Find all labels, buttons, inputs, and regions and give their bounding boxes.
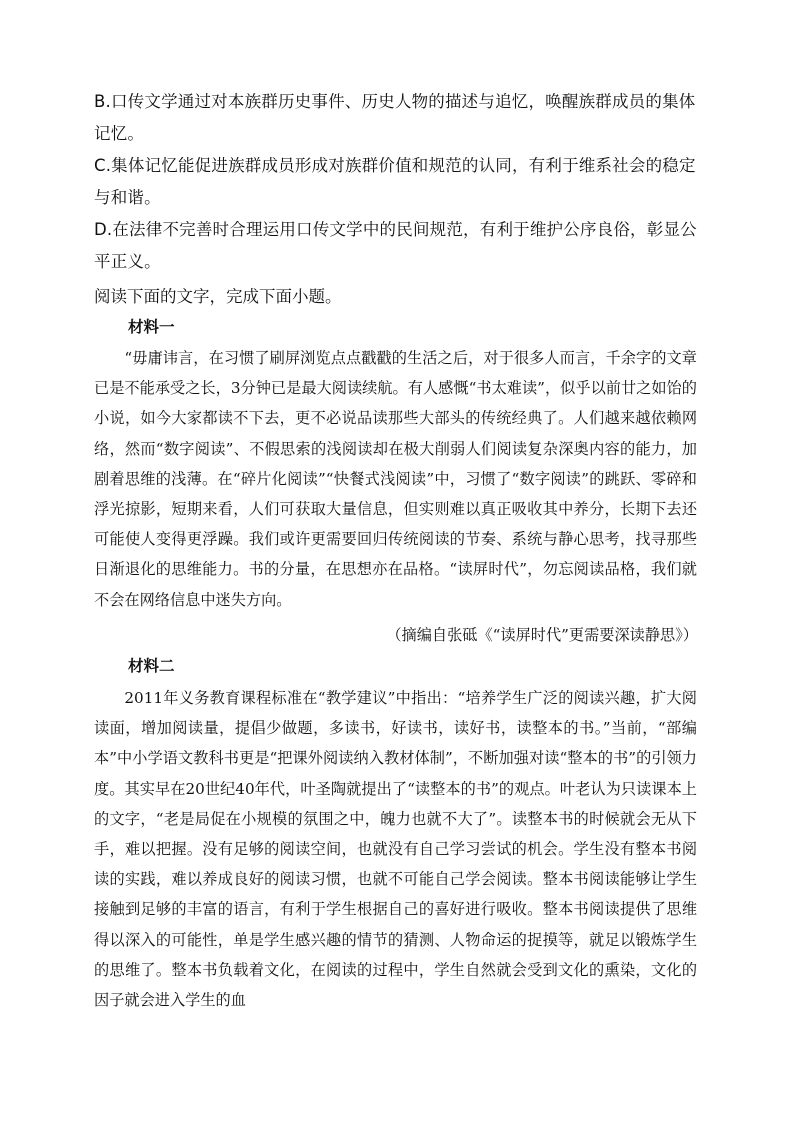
option-c: C.集体记忆能促进族群成员形成对族群价值和规范的认同，有利于维系社会的稳定与和谐。 — [94, 156, 696, 207]
reading-instruction: 阅读下面的文字，完成下面小题。 — [94, 287, 342, 306]
material-2-title: 材料二 — [128, 656, 175, 675]
material-2-paragraph: 2011年义务教育课程标准在“教学建议”中指出：“培养学生广泛的阅读兴趣，扩大阅读面，增加阅读量，提倡少做题，多读书，好读书，读好书，读整本的书。”当前，“部编本”中小学语文教科书更是“把课外阅读纳入教材体制”，不断加强对读“整本的书”的引领力度。其实早在20世纪40年代，叶圣陶就提出了“读整本的书”的观点。叶老认为只读课本上的文字，“老是局促在小规模的氛围之中，魄力也就不大了”。读整本书的时候就会无从下手，难以把握。没有足够的阅读空间，也就没有自己学习尝试的机会。学生没有整本书阅读的实践，难以养成良好的阅读习惯，也就不可能自己学会阅读。整本书阅读能够让学生接触到足够的丰富的语言，有利于学生根据自己的喜好进行吸收。整本书阅读提供了思维得以深入的可能性，单是学生感兴趣的情节的猜测、人物命运的捉摸等，就足以锻炼学生的思维了。整本书负载着文化，在阅读的过程中，学生自然就会受到文化的熏染，文化的因子就会进入学生的血 — [94, 689, 697, 1010]
option-b: B.口传文学通过对本族群历史事件、历史人物的描述与追忆，唤醒族群成员的集体记忆。 — [94, 92, 696, 143]
material-1-source: （摘编自张砥《“读屏时代”更需要深读静思》） — [386, 626, 698, 644]
material-1-title: 材料一 — [128, 317, 175, 336]
material-1-paragraph: “毋庸讳言，在习惯了刷屏浏览点点戳戳的生活之后，对于很多人而言，千余字的文章已是不能承受之长，3分钟已是最大阅读续航。有人感慨“书太难读”，似乎以前廿之如饴的小说，如今大家都读不下去，更不必说品读那些大部头的传统经典了。人们越来越依赖网络，然而“数字阅读”、不假思索的浅阅读却在极大削弱人们阅读复杂深奥内容的能力，加剧着思维的浅薄。在“碎片化阅读”“快餐式浅阅读”中，习惯了“数字阅读”的跳跃、零碎和浮光掠影，短期来看，人们可获取大量信息，但实则难以真正吸收其中养分，长期下去还可能使人变得更浮躁。我们或许更需要回归传统阅读的节奏、系统与静心思考，找寻那些日渐退化的思维能力。书的分量，在思想亦在品格。“读屏时代”，勿忘阅读品格，我们就不会在网络信息中迷失方向。 — [94, 349, 697, 609]
option-d: D.在法律不完善时合理运用口传文学中的民间规范，有利于维护公序良俗，彰显公平正义。 — [94, 220, 697, 271]
